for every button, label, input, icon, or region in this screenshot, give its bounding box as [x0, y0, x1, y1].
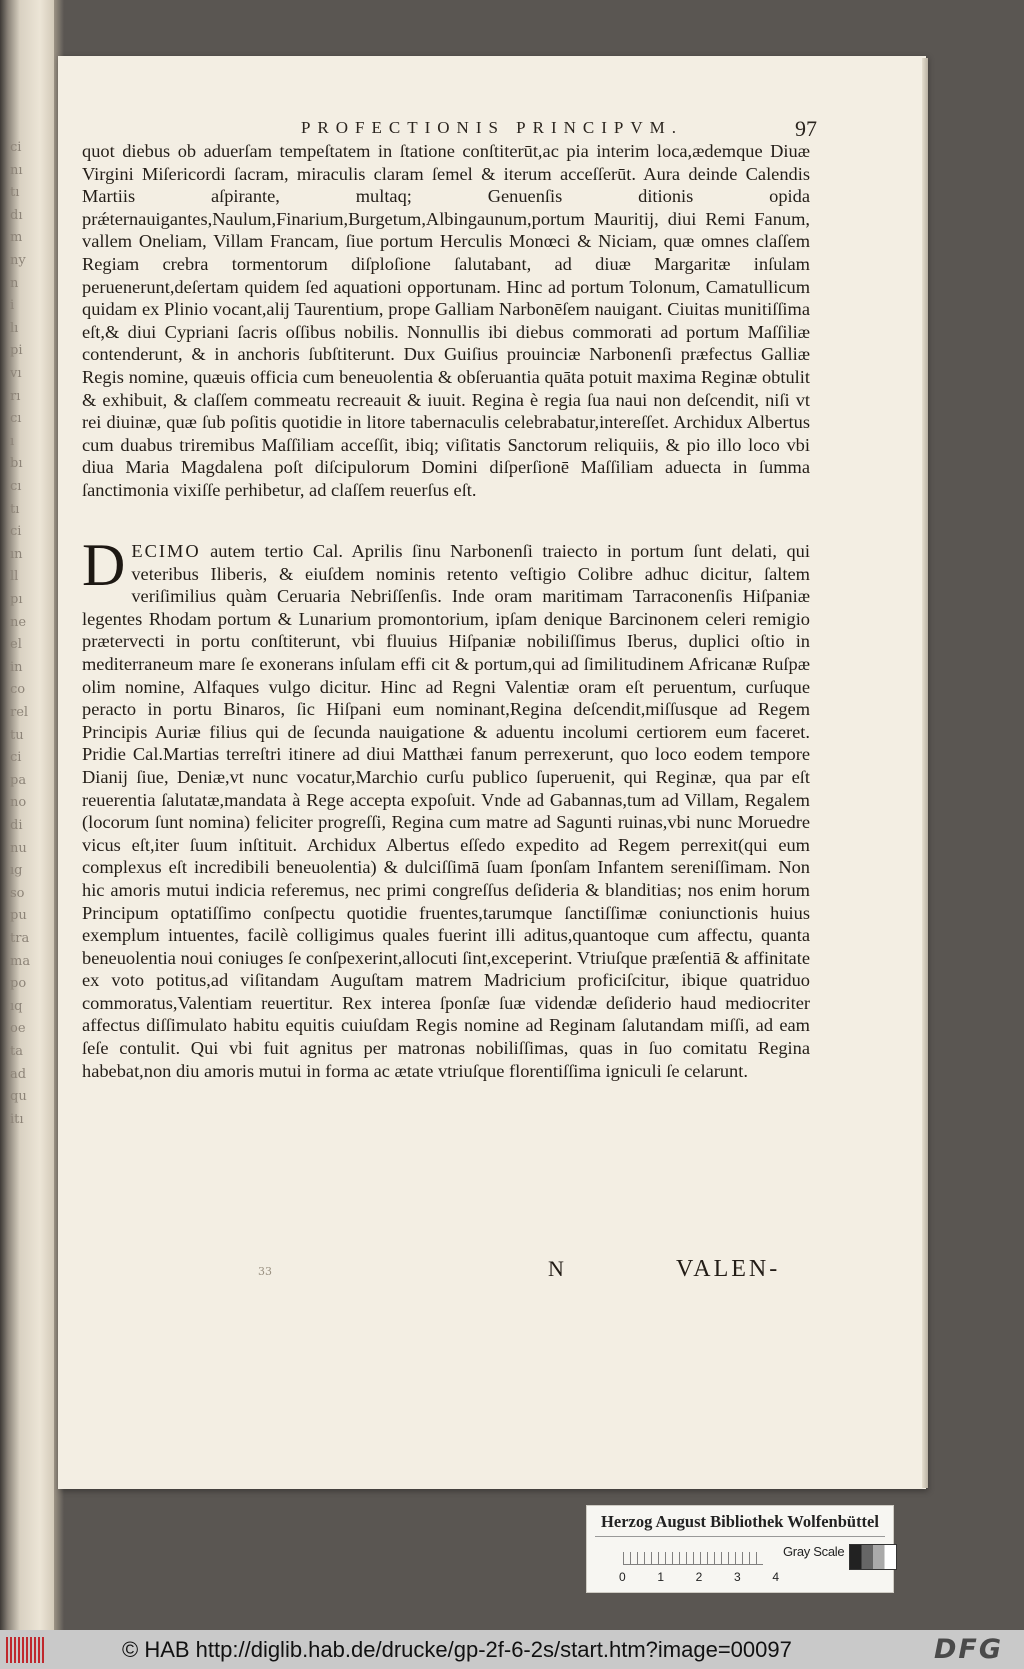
margin-fragment: n [10, 275, 19, 291]
margin-fragment: vı [10, 366, 22, 381]
margin-fragment: ad [10, 1066, 27, 1082]
margin-fragment: di [10, 818, 23, 833]
margin-fragment: tra [10, 931, 30, 946]
margin-fragment: tu [10, 727, 24, 743]
footer-credit-link[interactable]: © HAB http://diglib.hab.de/drucke/gp-2f-6-2s/start.htm?image=00097 [122, 1637, 792, 1662]
paragraph-2-body [82, 532, 810, 1082]
margin-fragment: ny [10, 253, 26, 268]
margin-fragment: qu [10, 1089, 27, 1105]
margin-fragment: ın [10, 546, 23, 562]
paragraph-2-text: autem tertio Cal. Aprilis ſinu Narbonenſi traiecto in portum ſunt delati, qui veteribus Iliberis, & eiuſdem nominis retento veſtigio Colibre adhuc dicitur, ſaltem veriſimilius quàm Ceruaria Nebriſſenſis. Inde oram maritimam Tarraconenſis Hiſpaniæ legentes Rhodam portum & Lunarium promontorium, ipſam denique Barcinonem celeri remigio prætervecti in portu conſtiterunt, vbi fluuius Hiſpaniæ nobiliſſimus Iberus, duplici oſtio in mediterraneum mare ſe exonerans inſulam effi cit & portum,qui ad ſimilitudinem Africanæ Ruſpæ olim nomine, Alfaques vulgo dicitur. Hinc ad Regni Valentiæ oram eſt peruentum, curſuque peracto in portu Binaros, ſic Hiſpani eum nominant,Regina deſcendit,miſſusque ad Regem Principis Auriæ filius qui de ſecunda nauigatione & aduentu incolumi certiorem eum faceret. Pridie Cal.Martias terreſtri itinere ad diui Matthæi fanum perrexerunt, quo loco eodem tempore Dianij ſiue, Deniæ,vt nunc vocatur,Marchio curſu publico ſuperuenit, qui Reginæ, qua par eſt reuerentia ſalutatæ,mandata à Rege accepta expoſuit. Vnde ad Gabannas,tum ad Villam, Regalem (locorum ſunt nomina) feliciter progreſſi, Regina cum matre ad Sagunti ruinas,vbi nunc Moruedre vicus eſt,iter ſuum inſtituit. Archidux Albertus eſſedo expedito ad Regem perrexit(qui eum complexus eſt incredibili beneuolentia) & dulciſſimā ſuam ſponſam Infantem sereniſſimam. Non hic amoris mutui indicia referemus, nec primi congreſſus deſideria & blanditias; nos enim horum Principum optatiſſimo conſpectu quotidie fruentes,tarumque ſanctiſſimæ coniunctionis huius exemplum intuentes, facilè colligimus quales fuerint illi aditus,quantoque cum affectu, quanta beneuolentia noui coniuges ſe conſpexerint,allocuti ſint,exceperint. Vtriuſque præſentiā & affinitate ex voto potitus,ad viſitandam Auguſtam matrem Madricium proficiſcitur, ibique quatriduo commoratus,Valentiam reuertitur. Rex interea ſponſæ ſuæ videndæ deſiderio haud mediocriter affectus diſſimulato habitu equitis cuiuſdam Regis nomine ad Reginam ſalutandam miſſi, ad eam ſeſe contulit. Qui vbi fuit agnitus per matronas nobiliſſimas, quas in ſuo comitatu Regina habebat,non diu amoris mutui in forma ac ætate vtriuſque florentiſſima igniculi ſe celarunt. [82, 541, 810, 1081]
running-head: PROFECTIONIS PRINCIPVM. [300, 118, 684, 137]
margin-fragment: in [10, 659, 23, 675]
margin-fragment: oe [10, 1021, 26, 1037]
gray-scale-swatch [849, 1544, 897, 1570]
margin-fragment: lı [10, 320, 19, 336]
margin-fragment: ll [10, 569, 19, 585]
paragraph-2-opening: ECIMO [131, 541, 201, 561]
paragraph-1 [82, 140, 810, 502]
margin-fragment: itı [10, 1111, 24, 1127]
margin-fragment: ıg [10, 863, 23, 879]
ruler-number: 4 [772, 1570, 779, 1584]
margin-fragment: tı [10, 501, 20, 517]
drop-cap: D [82, 532, 126, 598]
ruler-number: 2 [695, 1570, 703, 1584]
page-edge [922, 58, 928, 1488]
ruler-numbers [619, 1570, 779, 1584]
stray-mark: 33 [258, 1265, 272, 1278]
margin-fragment: ma [10, 953, 31, 969]
margin-fragment: ci [10, 750, 22, 766]
ruler-number: 1 [657, 1570, 665, 1584]
catchword: VALEN- [676, 1256, 781, 1282]
footer-bar [0, 1630, 1024, 1669]
margin-fragment: po [10, 976, 27, 992]
margin-fragment: pu [10, 908, 27, 924]
margin-fragment: pı [10, 592, 23, 607]
paragraph-1-text: quot diebus ob aduerſam tempeſtatem in ſtatione conſtiterūt,ac pia interim loca,ædemque Diuæ Virgini Miſericordi ſacram, miraculis claram ſemel & iterum acceſſerūt. Aura deinde Calendis Martiis aſpirante, multaq; Genuenſis ditionis opida prǽternauigantes,Naulum,Finarium,Burgetum,Albingaunum,portum Mauritij, diui Remi Fanum, vallem Oneliam, Villam Francam, ſiue portum Herculis Monœci & Niciam, quæ omnes claſſem Regiam crebra tormentorum diſploſione ſalutabant, ad diuæ Margaritæ inſulam peruenerunt,deſertam quidem ſed aquationi opportunam. Hinc ad portum Tolonum, Camatullicum quidam ex Plinio vocant,alij Taurentium, prope Galliam Narbonēſem nauigant. Ciuitas munitiſſima eſt,& diui Cypriani ſacris oſſibus nobilis. Nonnullis ibi diebus commorati ad portum Maſſiliæ contenderunt, & in anchoris ſubſtiterunt. Dux Guiſius prouinciæ Narbonenſi præfectus Galliæ Regis nomine, quæuis officia cum beneuolentia & obſeruantia quāta potuit maxima Reginæ obtulit & exhibuit, & claſſem commeatu recreauit & iuuit. Regina è regia ſua naui non deſcendit, niſi vt rei diuinæ, quæ ſub poſitis quotidie in litore tabernaculis celebrabatur,intereſſet. Archidux Albertus cum duabus triremibus Maſſiliam acceſſit, ibiq; viſitatis Sanctorum reliquiis, & pio illo loco vbi diua Maria Magdalena poſt diſcipulorum Domini diſperſionē Maſſiliam aduecta in ſumma ſanctimonia vixiſſe perhibetur, ad claſſem reuerſus eſt. [82, 141, 810, 500]
margin-fragment: cı [10, 411, 22, 427]
margin-fragment: co [10, 682, 26, 698]
margin-fragment: cı [10, 479, 22, 494]
left-page-edge [0, 0, 56, 1630]
page-number: 97 [795, 116, 817, 141]
margin-fragment: pa [10, 772, 27, 788]
margin-fragment: ta [10, 1044, 23, 1059]
library-label-card [586, 1505, 894, 1593]
margin-fragment: ne [10, 614, 27, 630]
ruler-number: 3 [733, 1570, 741, 1584]
scale-ruler [623, 1552, 763, 1565]
label-divider [595, 1536, 885, 1537]
margin-fragment: so [10, 885, 25, 901]
signature-mark: N [548, 1256, 564, 1281]
gray-scale-label: Gray Scale [783, 1544, 845, 1559]
margin-fragment: nı [10, 162, 23, 178]
margin-fragment: i [10, 298, 15, 314]
margin-fragment: pi [10, 343, 23, 359]
margin-fragment: el [10, 637, 22, 653]
margin-fragment: m [10, 230, 23, 246]
margin-fragment: no [10, 795, 27, 811]
library-name: Herzog August Bibliothek Wolfenbüttel [601, 1512, 879, 1531]
dfg-logo: DFG [934, 1634, 1004, 1665]
margin-fragment: ıq [10, 998, 23, 1014]
paragraph-2 [82, 532, 810, 1082]
margin-fragment: rel [10, 705, 29, 720]
barcode-icon [6, 1637, 46, 1663]
margin-fragment: dı [10, 207, 23, 223]
margin-fragment: nu [10, 840, 27, 856]
margin-fragment: ci [10, 140, 22, 155]
ruler-number: 0 [619, 1570, 626, 1584]
margin-fragment: ci [10, 524, 22, 540]
margin-fragment: tı [10, 185, 20, 201]
margin-fragment: rı [10, 388, 21, 404]
margin-fragment: ı [10, 433, 15, 449]
margin-fragment: bı [10, 456, 23, 472]
